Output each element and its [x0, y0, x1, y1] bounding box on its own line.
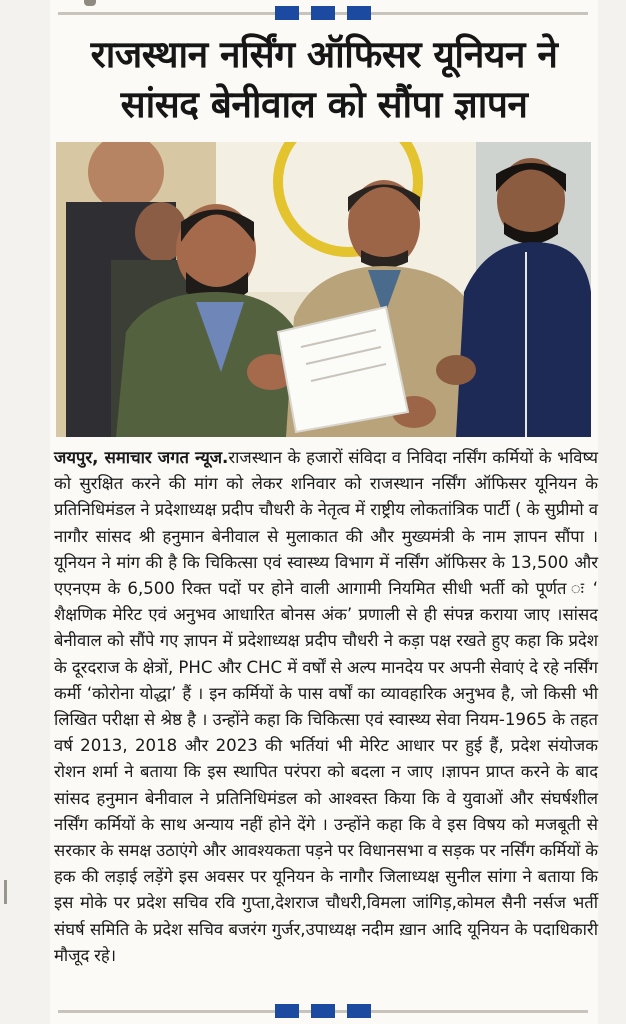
margin-mark — [4, 880, 7, 904]
photo-illustration — [56, 142, 591, 437]
ornament-square — [275, 6, 299, 20]
article-body-text: राजस्थान के हजारों संविदा व निविदा नर्सिंग कर्मियों के भविष्य को सुरक्षित करने की मांग को लेकर शनिवार को राजस्थान नर्सिंग ऑफिसर यूनियन के प्रतिनिधिमंडल ने प्रदेशाध्यक्ष प्रदीप चौधरी के नेतृत्व में राष्ट्रीय लोकतांत्रिक पार्टी ( के सुप्रीमो व नागौर सांसद श्री हनुमान बेनीवाल से मुलाकात की और मुख्यमंत्री के नाम ज्ञापन सौंपा ।यूनियन ने मांग की है कि चिकित्सा एवं स्वास्थ्य विभाग में नर्सिंग ऑफिसर के 13,500 और एएनएम के 6,500 रिक्त पदों पर होने वाली आगामी नियमित सीधी भर्ती को पूर्णत ः ‘ शैक्षणिक मेरिट एवं अनुभव आधारित बोनस अंक’ प्रणाली से ही संपन्न कराया जाए ।सांसद बेनीवाल को सौंपे गए ज्ञापन में प्रदेशाध्यक्ष प्रदीप चौधरी ने कड़ा पक्ष रखते हुए कहा कि प्रदेश के दूरदराज के क्षेत्रों, PHC और CHC में वर्षों से अल्प मानदेय पर अपनी सेवाएं दे रहे नर्सिंग कर्मी ‘कोरोना योद्धा’ हैं । इन कर्मियों के पास वर्षों का व्यावहारिक अनुभव है, जो किसी भी लिखित परीक्षा से श्रेष्ठ है । उन्होंने कहा कि चिकित्सा एवं स्वास्थ्य सेवा नियम-1965 के तहत वर्ष 2013, 2018 और 2023 की भर्तियां भी मेरिट आधार पर हुई हैं, प्रदेश संयोजक रोशन शर्मा ने बताया कि इस स्थापित परंपरा को बदला न जाए ।ज्ञापन प्राप्त करने के बाद सांसद हनुमान बेनीवाल ने प्रतिनिधिमंडल को आश्वस्त किया कि वे युवाओं और संघर्षशील नर्सिंग कर्मियों के साथ अन्याय नहीं होने देंगे । उन्होंने कहा कि वे इस विषय को मजबूती से सरकार के समक्ष उठाएंगे और आवश्यकता पड़ने पर विधानसभा व सड़क पर नर्सिंग कर्मियों के हक की लड़ाई लड़ेंगे इस अवसर पर यूनियन के नागौर जिलाध्यक्ष सुनील सांगा ने बताया कि इस मोके पर प्रदेश सचिव रवि गुप्ता,देशराज चौधरी,विमला जांगिड़,कोमल सैनी नर्सज भर्ती संघर्ष समिति के प्रदेश सचिव बजरंग गुर्जर,उपाध्यक्ष नदीम ख़ान आदि यूनियन के पदाधिकारी मौजूद रहे। — [54, 448, 598, 965]
article-headline: राजस्थान नर्सिंग ऑफिसर यूनियन ने सांसद बेनीवाल को सौंपा ज्ञापन — [90, 33, 558, 126]
ornament-square — [347, 1004, 371, 1018]
top-ornament — [275, 6, 371, 20]
news-photo — [56, 142, 591, 437]
article-dateline: जयपुर, समाचार जगत न्यूज. — [54, 448, 229, 467]
ornament-square — [311, 1004, 335, 1018]
ornament-square — [275, 1004, 299, 1018]
page-edge-mark — [84, 0, 96, 6]
bottom-ornament — [275, 1004, 371, 1018]
ornament-square — [347, 6, 371, 20]
article-body — [54, 445, 598, 969]
ornament-square — [311, 6, 335, 20]
